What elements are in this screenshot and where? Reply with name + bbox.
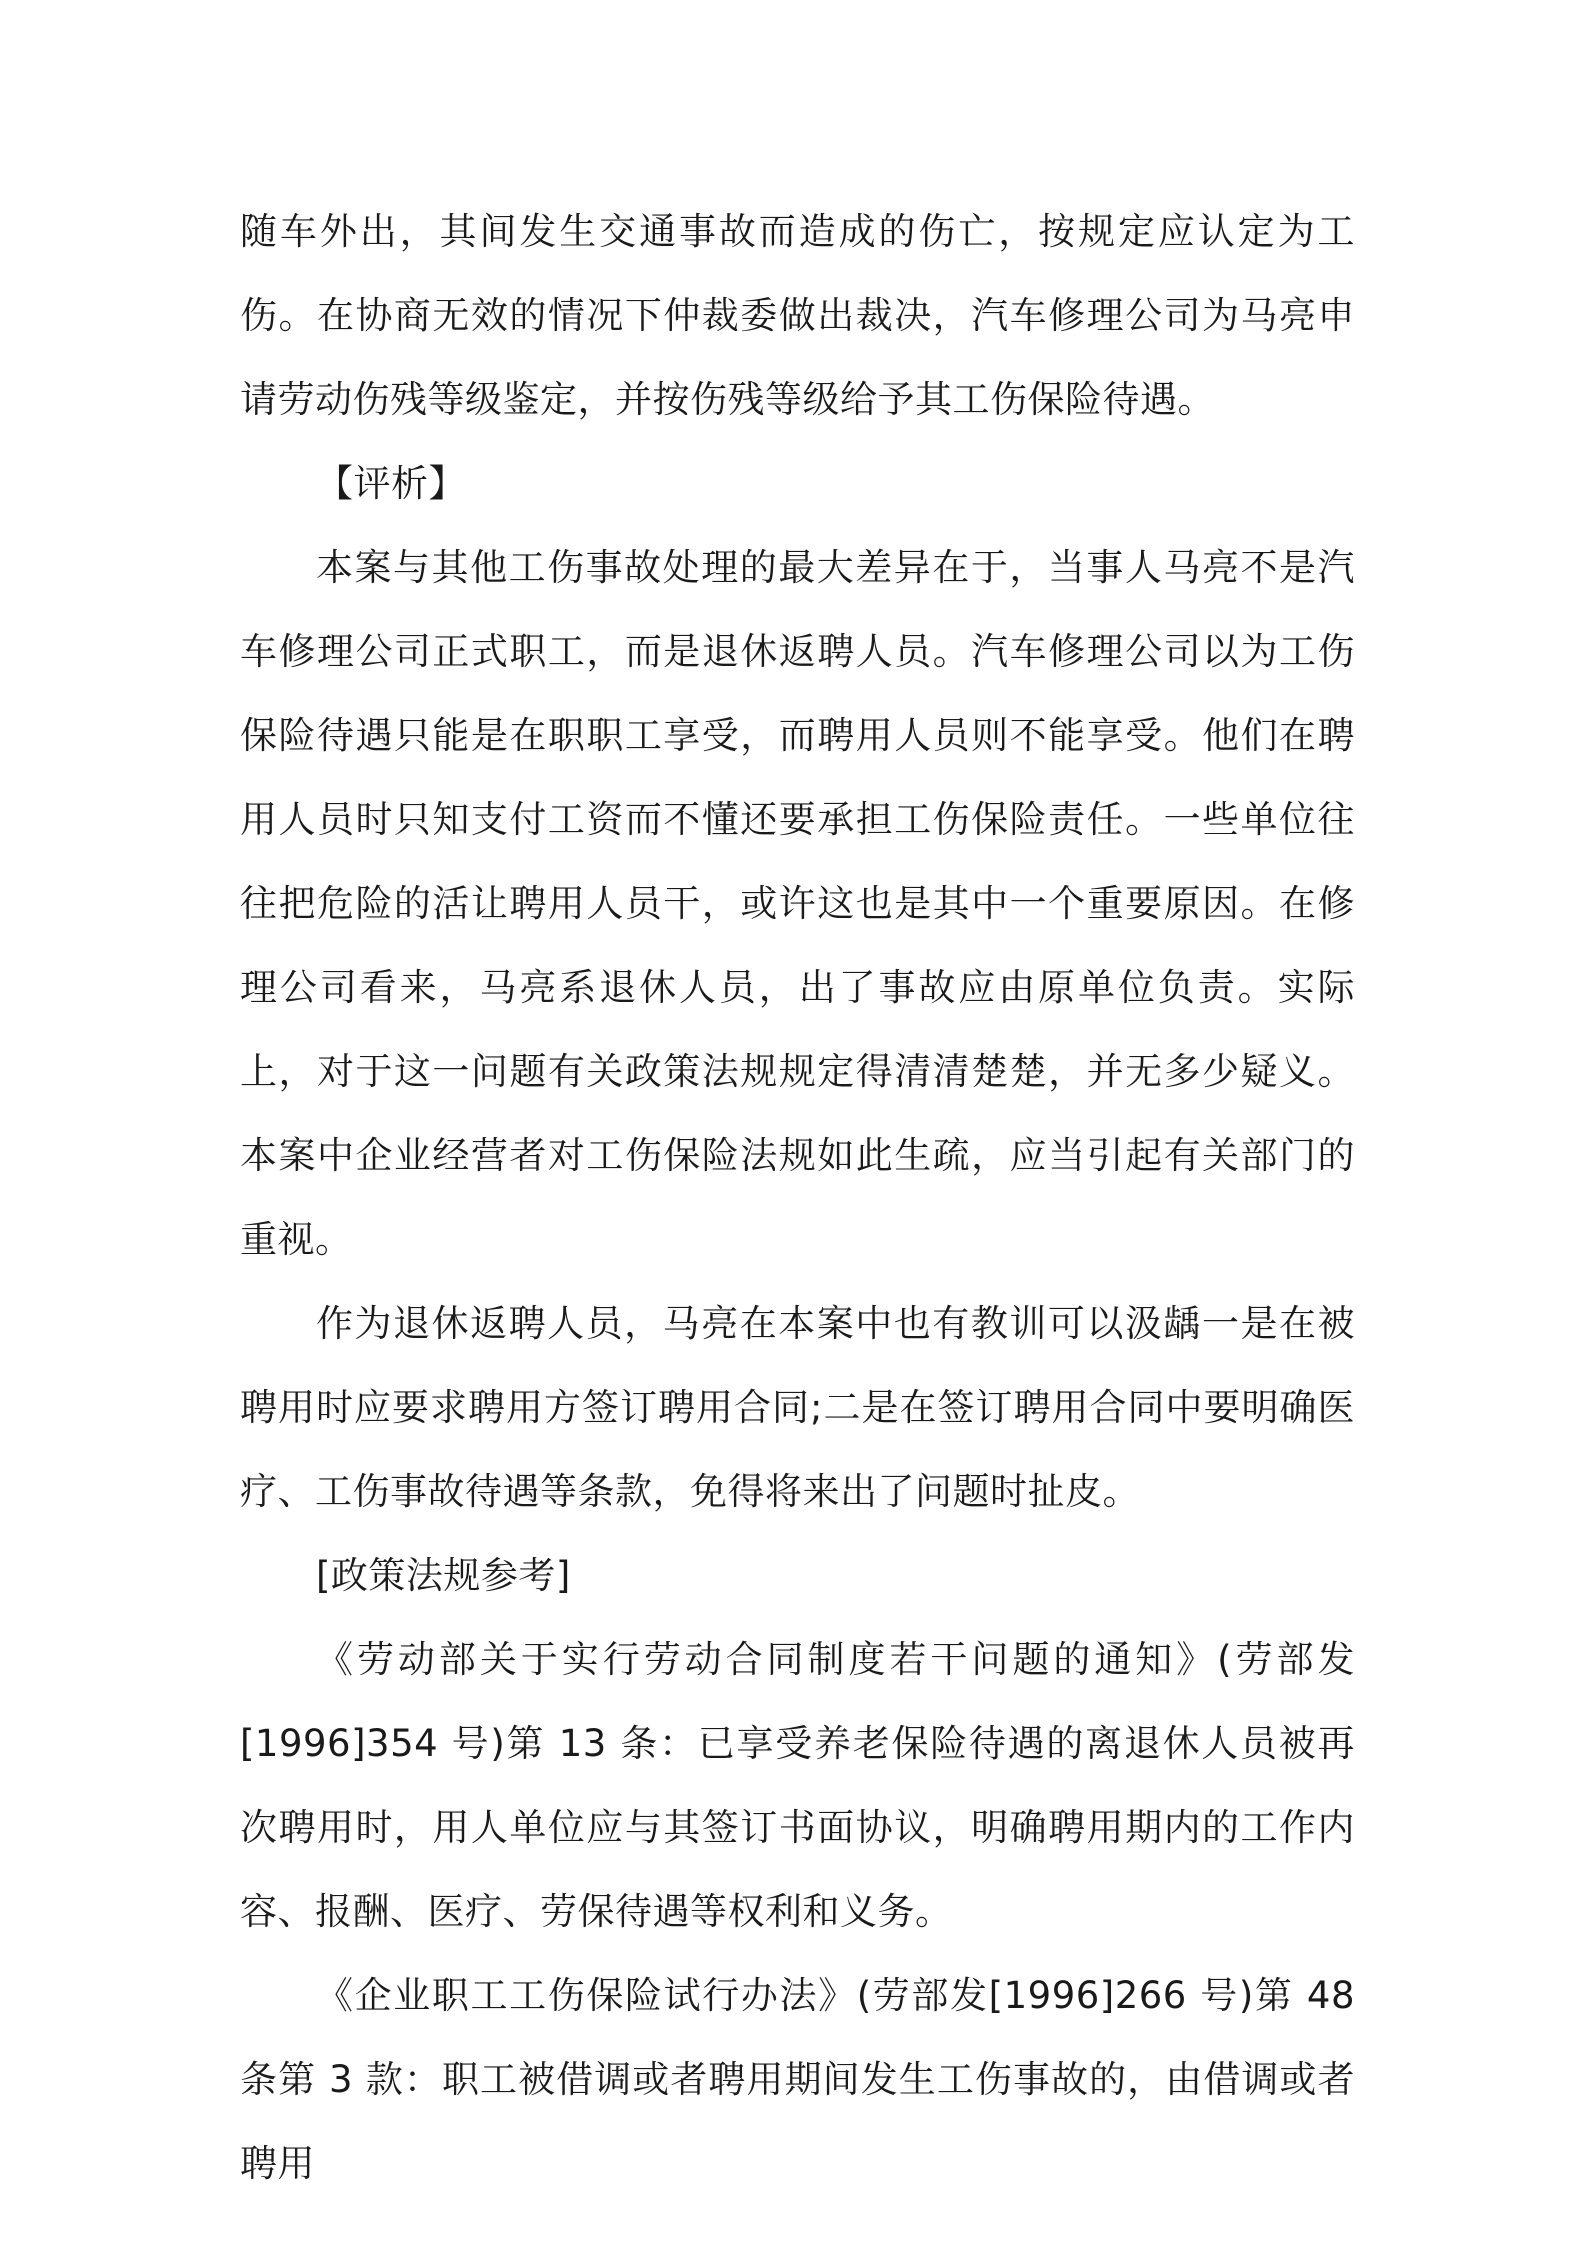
paragraph-case-continuation: 随车外出，其间发生交通事故而造成的伤亡，按规定应认定为工伤。在协商无效的情况下仲裁委做出裁决，汽车修理公司为马亮申请劳动伤残等级鉴定，并按伤残等级给予其工伤保险待遇。 (240, 210, 1355, 421)
section-heading-policy-reference: [政策法规参考] (316, 1554, 571, 1597)
section-heading-analysis: 【评析】 (316, 462, 466, 505)
document-body (240, 190, 1355, 2206)
paragraph-analysis: 本案与其他工伤事故处理的最大差异在于，当事人马亮不是汽车修理公司正式职工，而是退休返聘人员。汽车修理公司以为工伤保险待遇只能是在职职工享受，而聘用人员则不能享受。他们在聘用人员时只知支付工资而不懂还要承担工伤保险责任。一些单位往往把危险的活让聘用人员干，或许这也是其中一个重要原因。在修理公司看来，马亮系退休人员，出了事故应由原单位负责。实际上，对于这一问题有关政策法规规定得清清楚楚，并无多少疑义。本案中企业经营者对工伤保险法规如此生疏，应当引起有关部门的重视。 (240, 546, 1355, 1261)
paragraph-policy-notice: 《劳动部关于实行劳动合同制度若干问题的通知》(劳部发[1996]354 号)第 13 条：已享受养老保险待遇的离退休人员被再次聘用时，用人单位应与其签订书面协议，明确聘用期内的工作内容、报酬、医疗、劳保待遇等权利和义务。 (240, 1638, 1355, 1933)
paragraph-policy-measures: 《企业职工工伤保险试行办法》(劳部发[1996]266 号)第 48 条第 3 款：职工被借调或者聘用期间发生工伤事故的，由借调或者聘用 (240, 1974, 1355, 2185)
paragraph-lessons: 作为退休返聘人员，马亮在本案中也有教训可以汲龋一是在被聘用时应要求聘用方签订聘用合同;二是在签订聘用合同中要明确医疗、工伤事故待遇等条款，免得将来出了问题时扯皮。 (240, 1302, 1355, 1513)
